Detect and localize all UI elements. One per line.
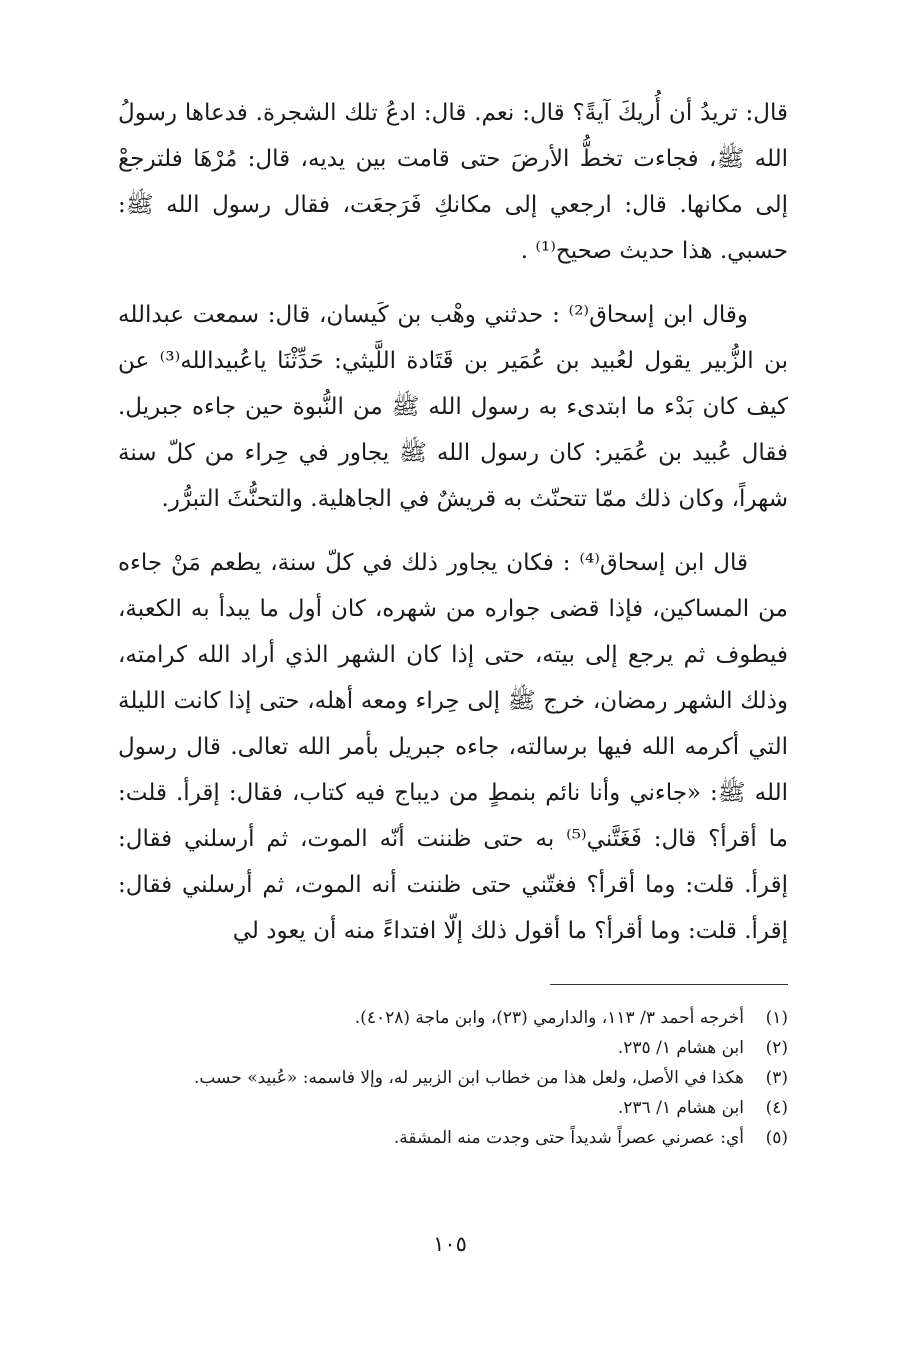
page-number: ١٠٥	[433, 1232, 467, 1256]
footnote-item	[118, 1063, 788, 1093]
footnotes	[118, 1003, 788, 1153]
footnote-item	[118, 1093, 788, 1123]
main-text	[118, 90, 788, 954]
footnote-number: (٥)	[765, 1128, 788, 1148]
paragraph-3: قال ابن إسحاق⁽⁴⁾ : فكان يجاور ذلك في كلّ سنة، يطعم مَنْ جاءه من المساكين، فإذا قضى جواره من شهره، كان أول ما يبدأ به الكعبة، فيطوف ثم يرجع إلى بيته، حتى إذا كان الشهر الذي أراد الله كرامته، وذلك الشهر رمضان، خرج ﷺ إلى حِراء ومعه أهله، حتى إذا كانت الليلة التي أكرمه الله فيها برسالته، جاءه جبريل بأمر الله تعالى. قال رسول الله ﷺ: «جاءني وأنا نائم بنمطٍ من ديباج فيه كتاب، فقال: إقرأ. قلت: ما أقرأ؟ قال: فَغَتَّني⁽⁵⁾ به حتى ظننت أنّه الموت، ثم أرسلني فقال: إقرأ. قلت: وما أقرأ؟ فغتّني حتى ظننت أنه الموت، ثم أرسلني فقال: إقرأ. قلت: وما أقرأ؟ ما أقول ذلك إلّا افتداءً منه أن يعود لي	[118, 550, 788, 944]
footnote-number: (١)	[765, 1008, 788, 1028]
footnote-text: هكذا في الأصل، ولعل هذا من خطاب ابن الزبير له، وإلا فاسمه: «عُبيد» حسب.	[194, 1068, 744, 1088]
footnote-number: (٢)	[765, 1038, 788, 1058]
paragraph-2: وقال ابن إسحاق⁽²⁾ : حدثني وهْب بن كَيسان، قال: سمعت عبدالله بن الزُّبير يقول لعُبيد بن عُمَير بن قَتَادة اللَّيثي: حَدِّثْنَا ياعُبيدالله⁽³⁾ عن كيف كان بَدْء ما ابتدىء به رسول الله ﷺ من النُّبوة حين جاءه جبريل. فقال عُبيد بن عُمَير: كان رسول الله ﷺ يجاور في حِراء من كلّ سنة شهراً، وكان ذلك ممّا تتحنّث به قريشٌ في الجاهلية. والتحنُّثَ التبرُّر.	[118, 302, 788, 512]
footnote-text: ابن هشام ١/ ٢٣٥.	[617, 1038, 744, 1058]
footnote-text: ابن هشام ١/ ٢٣٦.	[617, 1098, 744, 1118]
footnote-text: أي: عصرني عصراً شديداً حتى وجدت منه المشقة.	[393, 1128, 744, 1148]
footnote-item	[118, 1033, 788, 1063]
footnote-number: (٤)	[765, 1098, 788, 1118]
paragraph-1: قال: تريدُ أن أُريكَ آيةً؟ قال: نعم. قال: ادعُ تلك الشجرة. فدعاها رسولُ الله ﷺ، فجاءت تخطُّ الأرضَ حتى قامت بين يديه، قال: مُرْهَا فلترجعْ إلى مكانها. قال: ارجعي إلى مكانكِ فَرَجعَت، فقال رسول الله ﷺ: حسبي. هذا حديث صحيح⁽¹⁾ .	[118, 100, 788, 264]
footnote-number: (٣)	[765, 1068, 788, 1088]
footnote-divider	[550, 984, 788, 985]
footnote-item	[118, 1123, 788, 1153]
footnote-text: أخرجه أحمد ٣/ ١١٣، والدارمي (٢٣)، وابن ماجة (٤٠٢٨).	[354, 1008, 744, 1028]
footnote-item	[118, 1003, 788, 1033]
